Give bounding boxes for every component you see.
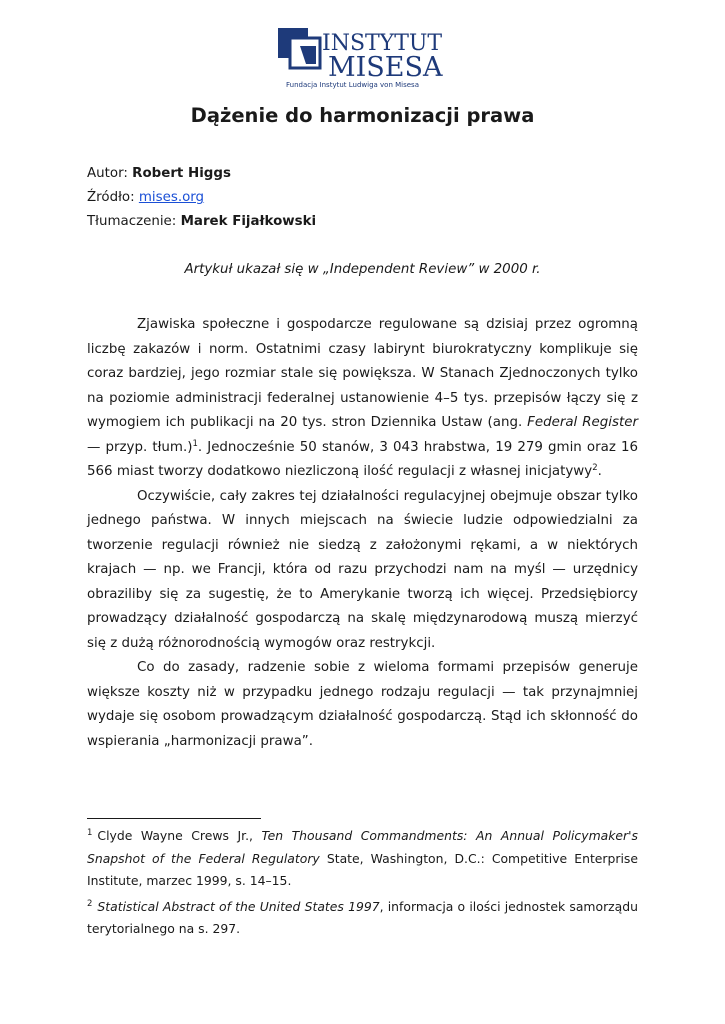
source-label: Źródło: [87, 190, 135, 205]
instytut-misesa-logo [276, 24, 452, 90]
logo-name-line2: MISESA [328, 52, 443, 83]
footnotes [87, 822, 638, 941]
translator-line [87, 214, 316, 229]
paragraph-2: Oczywiście, cały zakres tej działalności regulacyjnej obejmuje obszar tylko jednego państwa. W innych miejscach na świecie ludzie odpowiedzialni za tworzenie regulacji również nie siedzą z założonymi rękami, a w niektórych krajach — np. we Francji, która od razu przychodzi nam na myśl — urzędnicy obraziliby się za sugestię, że to Amerykanie tworzą ich więcej. Przedsiębiorcy prowadzący działalność gospodarczą na skalę międzynarodową muszą mierzyć się z dużą różnorodnością wymogów oraz restrykcji. [87, 488, 638, 651]
footnote-number: 1 [87, 828, 93, 838]
publication-note: Artykuł ukazał się w „Independent Review” w 2000 r. [184, 262, 541, 277]
footnote-ref-1[interactable]: 1 [192, 438, 198, 449]
footnote-ref-2[interactable]: 2 [592, 463, 598, 473]
translator-label: Tłumaczenie: [87, 214, 177, 229]
author-name: Robert Higgs [132, 166, 231, 181]
p1-text-c: . Jednocześnie 50 stanów, 3 043 hrabstwa, 19 279 gmin oraz 16 566 miast tworzy dodatkowo niezliczoną ilość regulacji z własnej inicjatywy [87, 439, 639, 479]
footnote-post: , informacja o ilości jednostek samorządu terytorialnego na s. 297. [87, 898, 638, 936]
footnote-pre: Clyde Wayne Crews Jr., [97, 828, 262, 843]
logo-tagline: Fundacja Instytut Ludwiga von Misesa [286, 81, 419, 89]
p1-italic: Federal Register [527, 415, 638, 430]
paragraph-1 [87, 313, 638, 485]
footnote-post: State, Washington, D.C.: Competitive Enterprise Institute, marzec 1999, s. 14–15. [87, 850, 638, 888]
footnote-separator [87, 818, 261, 819]
footnote-italic: Statistical Abstract of the United States 1997 [97, 898, 380, 914]
footnote-italic: Ten Thousand Commandments: An Annual Policymaker's Snapshot of the Federal Regulatory [87, 828, 638, 866]
source-link[interactable]: mises.org [138, 190, 205, 205]
p1-text-d: . [597, 464, 602, 479]
footnote-2 [87, 893, 638, 941]
footnote-number: 2 [87, 898, 93, 909]
author-line [87, 166, 231, 181]
article-body [87, 313, 638, 754]
footnote-1 [87, 822, 638, 893]
article-title: Dążenie do harmonizacji prawa [190, 104, 535, 127]
logo-name-line1: INSTYTUT [322, 31, 443, 56]
source-line [87, 190, 204, 205]
p1-text-a: Zjawiska społeczne i gospodarcze regulowane są dzisiaj przez ogromną liczbę zakazów i norm. Ostatnimi czasy labirynt biurokratyczny komplikuje się coraz bardziej, jego rozmiar stale się powiększa. W Stanach Zjednoczonych tylko na poziomie administracji federalnej ustanowienie 4–5 tys. przepisów łączy się z wymogiem ich publikacji na 20 tys. stron Dziennika Ustaw (ang. [87, 317, 638, 430]
author-label: Autor: [87, 166, 128, 181]
p1-text-b: — przyp. tłum.) [87, 439, 193, 455]
translator-name: Marek Fijałkowski [180, 214, 317, 229]
paragraph-3: Co do zasady, radzenie sobie z wieloma formami przepisów generuje większe koszty niż w przypadku jednego rodzaju regulacji — tak przynajmniej wydaje się osobom prowadzącym działalność gospodarczą. Stąd ich skłonność do wspierania „harmonizacji prawa”. [87, 660, 638, 749]
